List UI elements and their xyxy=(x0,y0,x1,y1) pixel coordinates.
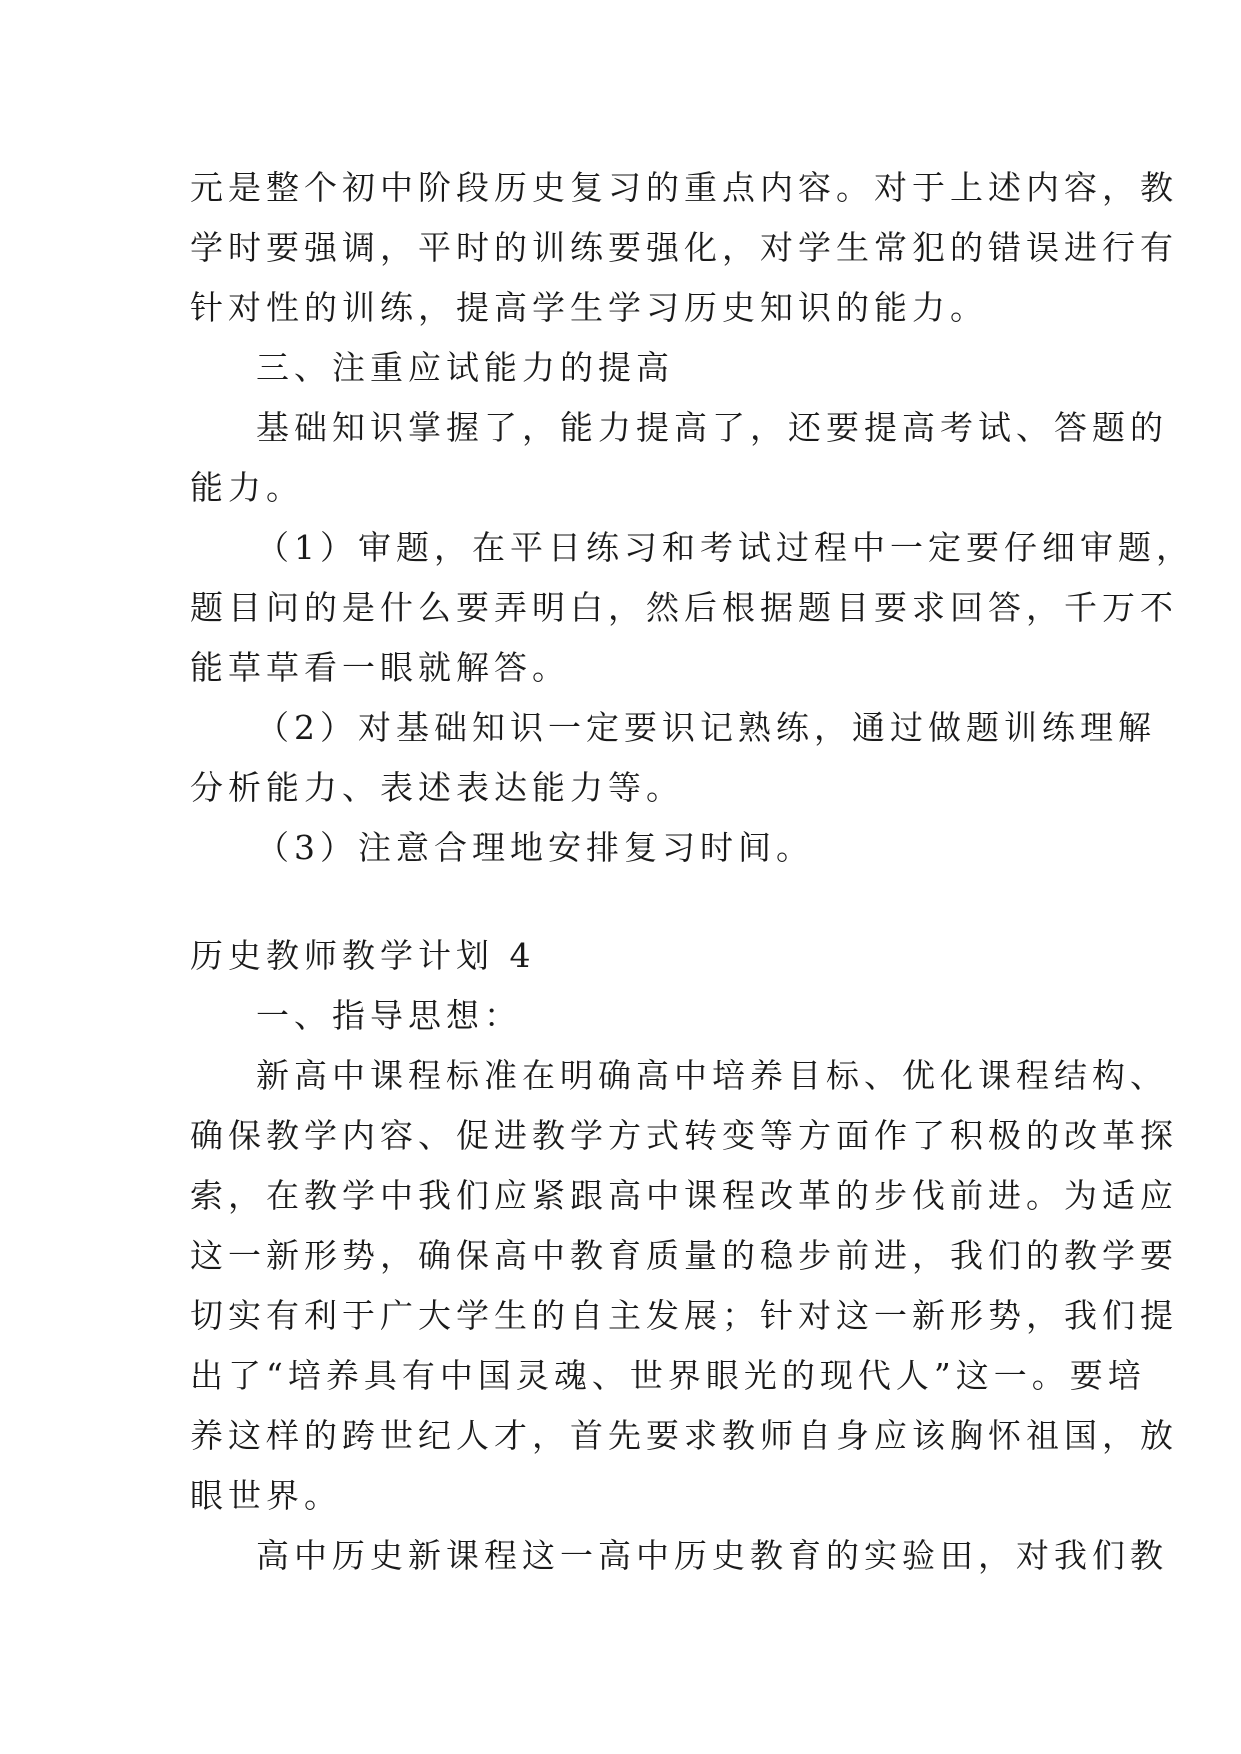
text-line: 高中历史新课程这一高中历史教育的实验田，对我们教 xyxy=(256,1536,1168,1575)
text-line: 基础知识掌握了，能力提高了，还要提高考试、答题的 xyxy=(256,408,1168,447)
text-line: （3）注意合理地安排复习时间。 xyxy=(256,828,814,867)
text-line: 切实有利于广大学生的自主发展；针对这一新形势，我们提 xyxy=(190,1296,1178,1335)
text-line: 出了“培养具有中国灵魂、世界眼光的现代人”这一。要培 xyxy=(190,1356,1146,1395)
text-line: 分析能力、表述表达能力等。 xyxy=(190,768,684,807)
section-heading: 一、指导思想： xyxy=(256,996,522,1035)
text-line: 元是整个初中阶段历史复习的重点内容。对于上述内容，教 xyxy=(190,168,1178,207)
text-line: （1）审题，在平日练习和考试过程中一定要仔细审题， xyxy=(256,528,1194,567)
text-line: 针对性的训练，提高学生学习历史知识的能力。 xyxy=(190,288,988,327)
text-line: 题目问的是什么要弄明白，然后根据题目要求回答，千万不 xyxy=(190,588,1178,627)
text-line: 能力。 xyxy=(190,468,304,507)
text-line: 眼世界。 xyxy=(190,1476,342,1515)
text-line: 养这样的跨世纪人才，首先要求教师自身应该胸怀祖国，放 xyxy=(190,1416,1178,1455)
text-line: （2）对基础知识一定要识记熟练，通过做题训练理解 xyxy=(256,708,1156,747)
text-line: 能草草看一眼就解答。 xyxy=(190,648,570,687)
text-line: 索，在教学中我们应紧跟高中课程改革的步伐前进。为适应 xyxy=(190,1176,1178,1215)
text-line: 新高中课程标准在明确高中培养目标、优化课程结构、 xyxy=(256,1056,1168,1095)
text-line: 确保教学内容、促进教学方式转变等方面作了积极的改革探 xyxy=(190,1116,1178,1155)
text-line: 这一新形势，确保高中教育质量的稳步前进，我们的教学要 xyxy=(190,1236,1178,1275)
plan-title: 历史教师教学计划 4 xyxy=(190,936,536,975)
text-line: 学时要强调，平时的训练要强化，对学生常犯的错误进行有 xyxy=(190,228,1178,267)
section-heading: 三、注重应试能力的提高 xyxy=(256,348,674,387)
